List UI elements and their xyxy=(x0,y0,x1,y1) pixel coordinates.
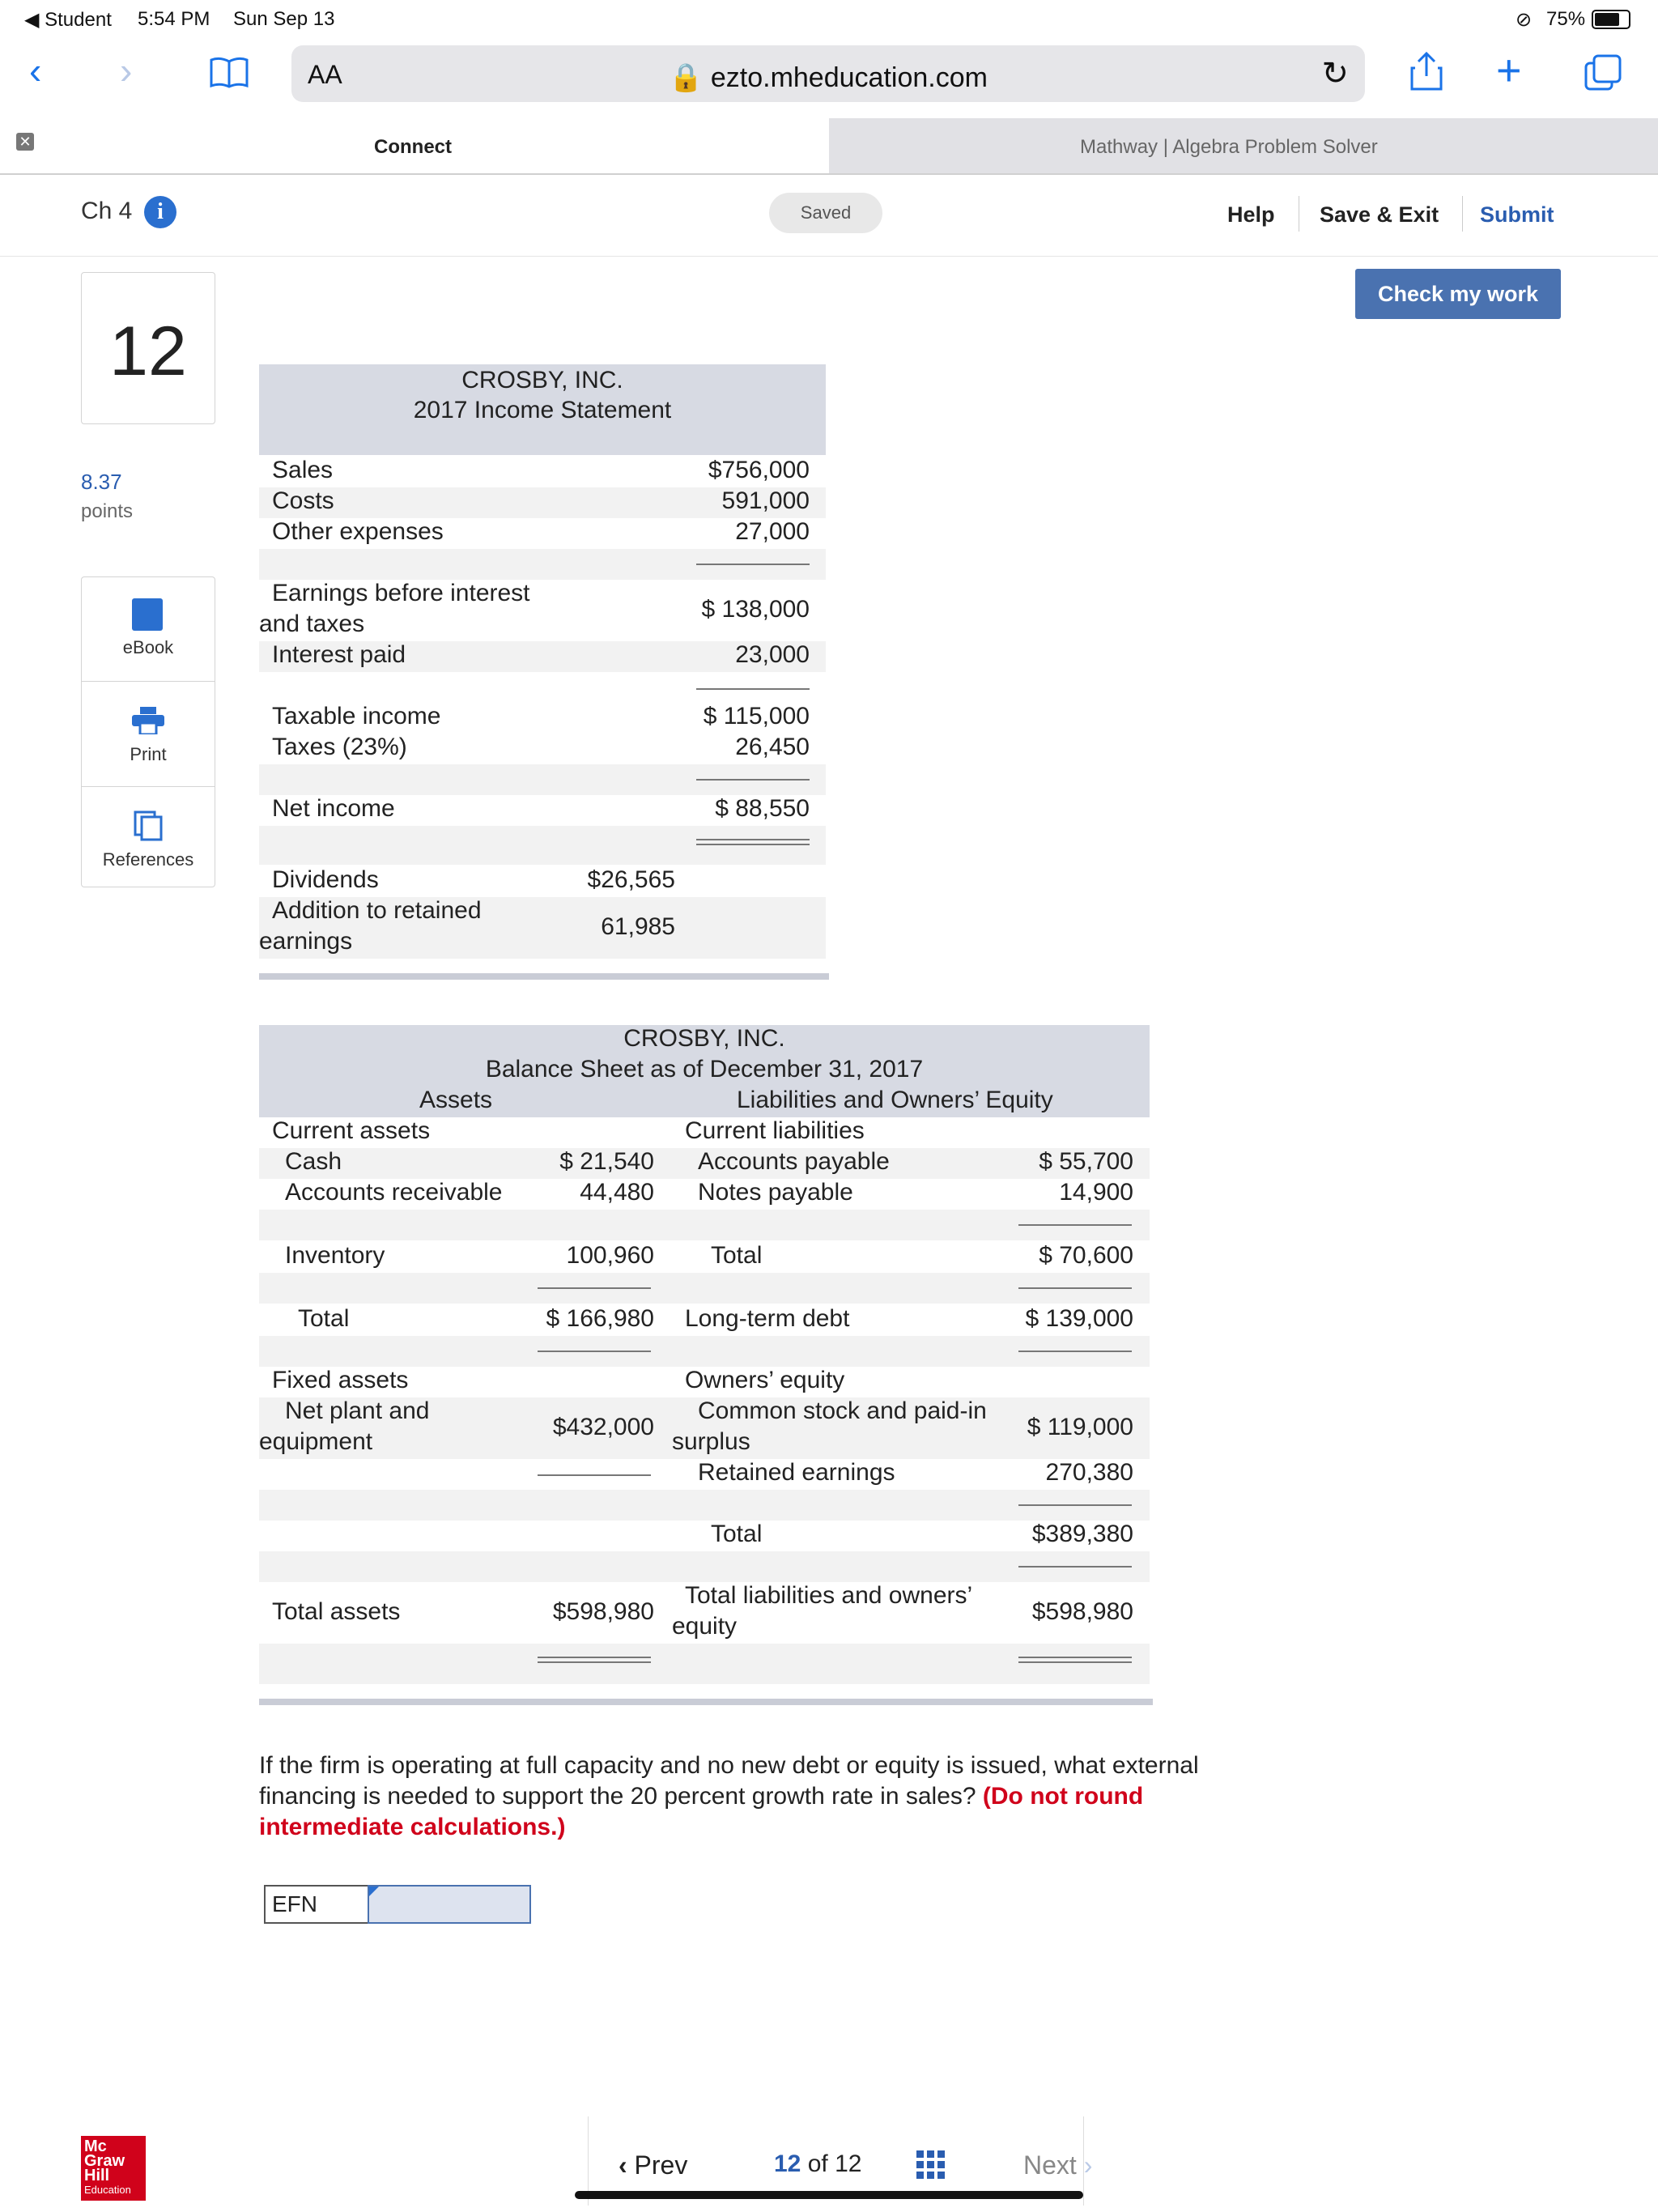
saved-indicator: Saved xyxy=(769,193,882,233)
back-to-app[interactable]: ◀ Student xyxy=(24,9,112,31)
double-underline xyxy=(538,1657,651,1663)
total-le-value: $598,980 xyxy=(1031,1598,1133,1625)
shade-row xyxy=(259,1336,1150,1367)
url-text[interactable]: 🔒 ezto.mheducation.com xyxy=(669,62,988,93)
total-assets-label: Total assets xyxy=(272,1598,401,1625)
page-indicator[interactable]: 12 of 12 xyxy=(774,2150,862,2177)
retained-value: 61,985 xyxy=(601,913,675,940)
ca-total-label: Total xyxy=(298,1305,350,1332)
underline xyxy=(1018,1224,1132,1226)
npe-value: $432,000 xyxy=(552,1414,654,1440)
ap-value: $ 55,700 xyxy=(1039,1148,1133,1175)
chevron-right-icon: › xyxy=(1083,2150,1093,2180)
retained-label-line2: earnings xyxy=(259,928,353,955)
tab-connect[interactable]: ✕ Connect xyxy=(0,118,829,173)
costs-value: 591,000 xyxy=(721,487,810,514)
underline xyxy=(538,1474,651,1476)
new-tab-icon[interactable]: + xyxy=(1496,46,1522,95)
oe-total-value: $389,380 xyxy=(1031,1521,1133,1547)
inventory-label: Inventory xyxy=(285,1242,385,1269)
next-button[interactable]: Next › xyxy=(1023,2150,1093,2180)
np-value: 14,900 xyxy=(1059,1179,1133,1206)
fixed-assets-label: Fixed assets xyxy=(272,1367,409,1393)
net-income-label: Net income xyxy=(272,795,395,822)
mcgraw-hill-logo: Mc Graw Hill Education xyxy=(81,2136,146,2201)
lock-icon: 🔒 xyxy=(669,62,704,93)
status-bar xyxy=(0,0,1658,39)
tab-mathway[interactable]: Mathway | Algebra Problem Solver xyxy=(829,118,1658,173)
cash-value: $ 21,540 xyxy=(559,1148,654,1175)
double-underline xyxy=(696,839,810,845)
question-number-box xyxy=(81,272,215,424)
re-value: 270,380 xyxy=(1045,1459,1133,1486)
question-number: 12 xyxy=(109,313,187,390)
assignment-header xyxy=(0,175,1658,257)
table-bottom-rule xyxy=(259,1699,1153,1705)
battery-icon xyxy=(1592,10,1630,29)
cash-label: Cash xyxy=(285,1148,342,1175)
current-assets-label: Current assets xyxy=(272,1117,431,1144)
ar-value: 44,480 xyxy=(580,1179,654,1206)
underline xyxy=(696,688,810,690)
underline xyxy=(538,1351,651,1352)
share-icon[interactable] xyxy=(1409,50,1444,98)
double-underline xyxy=(1018,1657,1132,1663)
help-button[interactable]: Help xyxy=(1227,202,1275,227)
chapter-label: Ch 4 xyxy=(81,198,133,224)
underline xyxy=(696,779,810,781)
interest-label: Interest paid xyxy=(272,641,406,668)
home-indicator[interactable] xyxy=(575,2191,1083,2199)
ebit-value: $ 138,000 xyxy=(701,596,810,623)
efn-input[interactable] xyxy=(368,1885,531,1924)
ar-label: Accounts receivable xyxy=(285,1179,503,1206)
browser-toolbar xyxy=(0,39,1658,120)
chevron-left-icon: ‹ xyxy=(619,2150,627,2180)
sales-value: $756,000 xyxy=(708,457,810,483)
efn-label-cell: EFN xyxy=(264,1885,369,1924)
prev-button[interactable]: ‹ Prev xyxy=(619,2150,688,2180)
prompt-line1: If the firm is operating at full capacity and no new debt or equity is issued, what external xyxy=(259,1752,1199,1779)
retained-label-line1: Addition to retained xyxy=(272,897,482,924)
tab-strip xyxy=(0,118,1658,175)
shade-row xyxy=(259,1551,1150,1582)
references-icon xyxy=(132,809,164,841)
total-le-label-line1: Total liabilities and owners’ xyxy=(685,1582,973,1609)
owners-equity-label: Owners’ equity xyxy=(685,1367,845,1393)
shade-row xyxy=(259,1273,1150,1304)
print-icon xyxy=(132,707,164,731)
address-bar[interactable] xyxy=(291,45,1365,102)
shade-row xyxy=(259,1490,1150,1521)
costs-label: Costs xyxy=(272,487,334,514)
cs-value: $ 119,000 xyxy=(1027,1414,1133,1440)
npe-label-line1: Net plant and xyxy=(285,1397,430,1424)
shade-row xyxy=(259,826,826,865)
balance-sheet-title: Balance Sheet as of December 31, 2017 xyxy=(485,1056,924,1083)
income-statement: CROSBY, INC. 2017 Income Statement Sales $756,000 Costs 591,000 Other expenses 27,000 Earnings before interest and taxes $ 138,000 Interest paid 23,000 Taxable income $ 115,000 Taxes (23%) 26,450 Net income $ 88,550 Dividends $26,565 Addition to retained earnings 61,985 xyxy=(259,364,826,988)
other-expenses-label: Other expenses xyxy=(272,518,444,545)
cs-label-line2: surplus xyxy=(672,1428,750,1455)
dividends-label: Dividends xyxy=(272,866,379,893)
liabilities-header: Liabilities and Owners’ Equity xyxy=(737,1087,1053,1113)
re-label: Retained earnings xyxy=(698,1459,895,1486)
ebit-label-line2: and taxes xyxy=(259,610,365,637)
close-tab-icon[interactable]: ✕ xyxy=(16,133,34,151)
info-icon[interactable]: i xyxy=(144,196,176,228)
underline xyxy=(1018,1504,1132,1506)
points-value: 8.37 xyxy=(81,470,122,494)
battery-percent: 75% xyxy=(1546,8,1586,30)
forward-chevron-icon[interactable]: › xyxy=(120,49,133,91)
taxable-income-value: $ 115,000 xyxy=(703,703,810,730)
other-expenses-value: 27,000 xyxy=(735,518,810,545)
balance-sheet xyxy=(259,1025,1150,1713)
cl-total-label: Total xyxy=(711,1242,763,1269)
submit-button[interactable]: Submit xyxy=(1480,202,1554,227)
ap-label: Accounts payable xyxy=(698,1148,890,1175)
ltd-value: $ 139,000 xyxy=(1025,1305,1133,1332)
resource-panel xyxy=(81,576,215,887)
ebook-icon xyxy=(132,598,163,631)
current-liabilities-label: Current liabilities xyxy=(685,1117,865,1144)
ebook-button[interactable]: eBook xyxy=(82,577,215,682)
ca-total-value: $ 166,980 xyxy=(546,1305,654,1332)
np-label: Notes payable xyxy=(698,1179,853,1206)
check-my-work-button[interactable]: Check my work xyxy=(1355,269,1561,319)
link-icon: ⊘ xyxy=(1516,9,1533,31)
print-button[interactable]: Print xyxy=(82,681,215,787)
table-bottom-rule xyxy=(259,973,829,980)
dividends-value: $26,565 xyxy=(587,866,675,893)
interest-value: 23,000 xyxy=(735,641,810,668)
taxes-label: Taxes (23%) xyxy=(272,734,407,760)
assets-header: Assets xyxy=(419,1087,493,1113)
status-date: Sun Sep 13 xyxy=(233,8,335,30)
income-statement-title: 2017 Income Statement xyxy=(413,397,672,423)
sales-label: Sales xyxy=(272,457,334,483)
status-time: 5:54 PM xyxy=(138,8,210,30)
taxes-value: 26,450 xyxy=(735,734,810,760)
npe-label-line2: equipment xyxy=(259,1428,373,1455)
tabs-overview-icon[interactable] xyxy=(1583,53,1623,100)
grid-icon[interactable] xyxy=(916,2150,946,2180)
inventory-value: 100,960 xyxy=(566,1242,654,1269)
prompt-line2: financing is needed to support the 20 percent growth rate in sales? (Do not round xyxy=(259,1783,1144,1810)
underline xyxy=(538,1287,651,1289)
references-button[interactable]: References xyxy=(82,786,215,887)
prompt-line3: intermediate calculations.) xyxy=(259,1814,566,1840)
cl-total-value: $ 70,600 xyxy=(1039,1242,1133,1269)
oe-total-label: Total xyxy=(711,1521,763,1547)
underline xyxy=(696,564,810,565)
input-flag-icon xyxy=(369,1887,379,1896)
taxable-income-label: Taxable income xyxy=(272,703,441,730)
shade-row xyxy=(259,1644,1150,1684)
cs-label-line1: Common stock and paid-in xyxy=(698,1397,987,1424)
save-exit-button[interactable]: Save & Exit xyxy=(1320,202,1439,227)
text-size-button[interactable]: AA xyxy=(308,60,342,89)
points-label: points xyxy=(81,500,134,522)
total-le-label-line2: equity xyxy=(672,1613,738,1640)
underline xyxy=(1018,1351,1132,1352)
question-prompt xyxy=(259,1750,1263,1843)
reload-icon[interactable]: ↻ xyxy=(1321,56,1349,91)
net-income-value: $ 88,550 xyxy=(715,795,810,822)
total-assets-value: $598,980 xyxy=(552,1598,654,1625)
balance-sheet-company: CROSBY, INC. xyxy=(623,1025,785,1052)
back-chevron-icon[interactable]: ‹ xyxy=(29,49,42,91)
underline xyxy=(1018,1287,1132,1289)
shade-row xyxy=(259,1210,1150,1240)
bookmarks-icon[interactable] xyxy=(209,57,249,95)
ltd-label: Long-term debt xyxy=(685,1305,850,1332)
ebit-label-line1: Earnings before interest xyxy=(272,580,530,606)
header-divider xyxy=(1462,196,1463,232)
underline xyxy=(1018,1566,1132,1568)
